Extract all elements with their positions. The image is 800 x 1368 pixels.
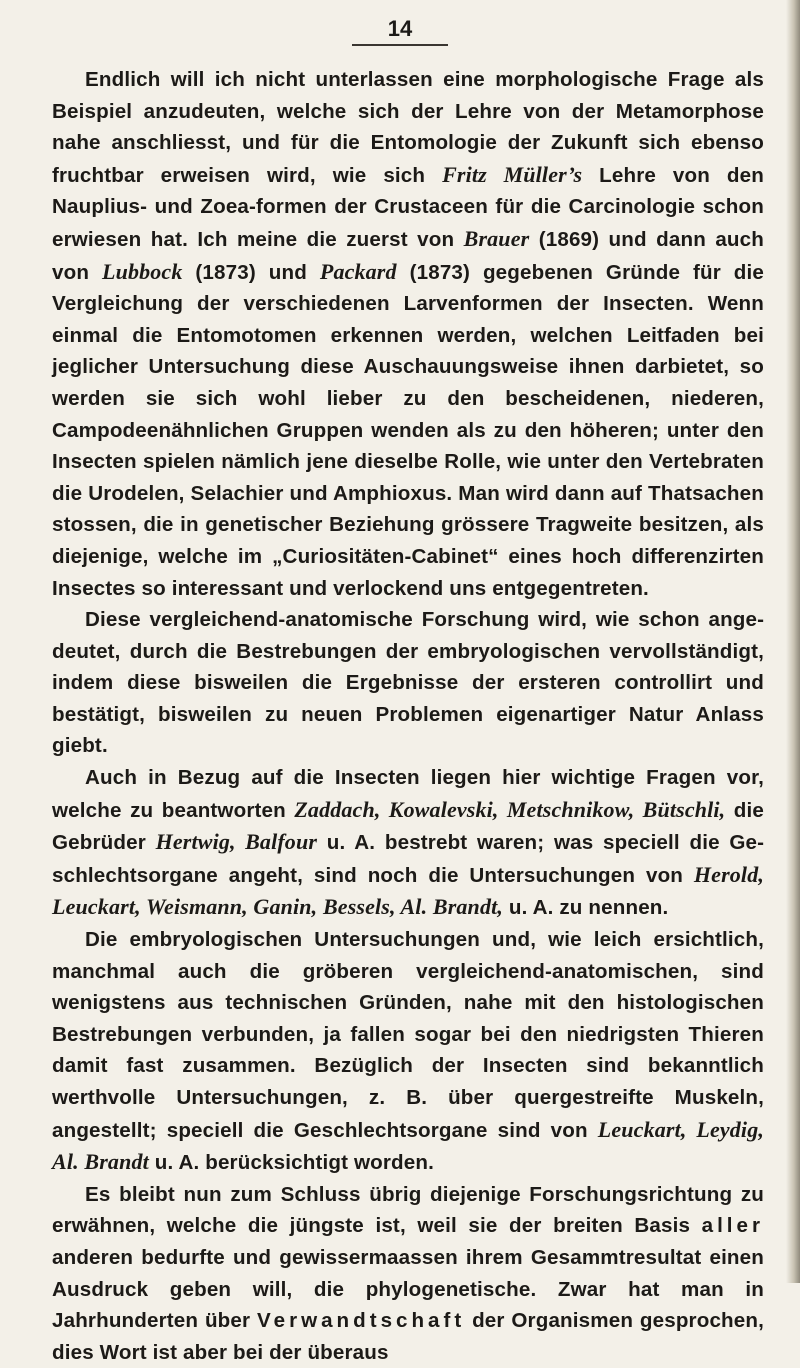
paragraph — [52, 924, 764, 1179]
text-run: Diese vergleichend-anatomische Forschung wird, wie schon angedeutet, durch die Bestrebungen der embryologischen vervollständigt, indem diese bisweilen die Ergebnisse der ersteren controllirt und bestätigt, bisweilen zu neuen Problemen eigenartiger Natur Anlass giebt. — [52, 608, 764, 758]
text-run: (1873) und — [182, 260, 320, 284]
italic-name: Packard — [319, 258, 397, 284]
text-run: anderen bedurfte und gewissermaassen ihrem Gesammtresultat einen Ausdruck geben will, die phylogenetische. Zwar hat man in Jahrhunderten über — [52, 1245, 764, 1333]
text-run: u. A. bestrebt waren; was speciell die Geschlechtsorgane angeht, sind noch die Untersuchungen von — [52, 831, 764, 887]
paragraph — [52, 1179, 764, 1368]
text-run: Lehre von den Nauplius- und Zoea-formen der Crustaceen für die Carcinologie schon erwiesen hat. Ich meine die zuerst von — [52, 163, 764, 251]
text-run: u. A. berücksichtigt worden. — [148, 1151, 434, 1175]
italic-name: Brauer — [463, 225, 530, 251]
text-run: Auch in Bezug auf die Insecten liegen hier wichtige Fragen vor, welche zu beantworten — [52, 766, 764, 822]
text-run: (1873) gegebenen Gründe für die Vergleichung der verschiedenen Larvenformen der Insecten. Wenn einmal die Entomotomen erkennen werden, welchen Leitfaden bei jeglicher Untersuchung diese Auschauungsweise ihnen darbietet, so werden sie sich wohl lieber zu den bescheidenen, niederen, Campodeenähnlichen Gruppen wenden als zu den höheren; unter den Insecten spielen nämlich jene dieselbe Rolle, wie unter den Vertebraten die Urodelen, Selachier und Amphioxus. Man wird dann auf Thatsachen stossen, die in genetischer Beziehung grössere Tragweite besitzen, als diejenige, welche im „Curiositäten-Cabinet“ eines hoch differenzirten Insectes so interessant und verlockend uns entgegentreten. — [52, 260, 764, 600]
text-run: Die embryologischen Untersuchungen und, wie leich ersichtlich, manchmal auch die gröberen vergleichend-anatomischen, sind wenigstens aus technischen Gründen, nahe mit den histologischen Bestrebungen verbunden, ja fallen sogar bei den niedrigsten Thieren damit fast zusammen. Bezüglich der Insecten sind bekanntlich werthvolle Untersuchungen, z. B. über quergestreifte Muskeln, angestellt; speciell die Geschlechtsorgane sind von — [52, 928, 764, 1142]
spaced-emphasis: Verwandtschaft — [257, 1309, 466, 1333]
page-number: 14 — [387, 16, 413, 41]
text-run: die Gebrüder — [52, 798, 765, 855]
italic-name: Lubbock — [101, 258, 183, 284]
italic-name: Leuckart, Leydig, Al. Brandt — [52, 1116, 764, 1175]
text-run: (1869) und dann auch von — [52, 227, 764, 284]
italic-name: Zaddach, Kowalevski, Metschnikow, Bütschli, — [294, 796, 726, 822]
italic-name: Herold, Leuckart, Weismann, Ganin, Bessels, Al. Brandt, — [52, 861, 764, 920]
italic-name: Hertwig, Balfour — [155, 829, 318, 855]
paragraph — [52, 64, 764, 604]
text-run: Endlich will ich nicht unterlassen eine morphologische Frage als Beispiel anzudeuten, welche sich der Lehre von der Metamorphose nahe anschliesst, und für die Entomologie der Zukunft sich ebenso fruchtbar erweisen wird, wie sich — [52, 68, 764, 187]
text-run: Es bleibt nun zum Schluss übrig diejenige Forschungsrichtung zu erwähnen, welche die jüngste ist, weil sie der breiten Basis — [52, 1182, 764, 1238]
paragraph — [52, 604, 764, 762]
body-text — [52, 64, 764, 1368]
page-edge-shadow — [786, 0, 800, 1283]
text-run: der Organismen gesprochen, dies Wort ist aber bei der überaus — [52, 1309, 764, 1364]
paragraph — [52, 762, 764, 924]
text-run: u. A. zu nennen. — [503, 896, 669, 920]
italic-name: Fritz Müller’s — [442, 161, 583, 187]
header-rule — [352, 44, 448, 46]
spaced-emphasis: aller — [701, 1214, 764, 1238]
